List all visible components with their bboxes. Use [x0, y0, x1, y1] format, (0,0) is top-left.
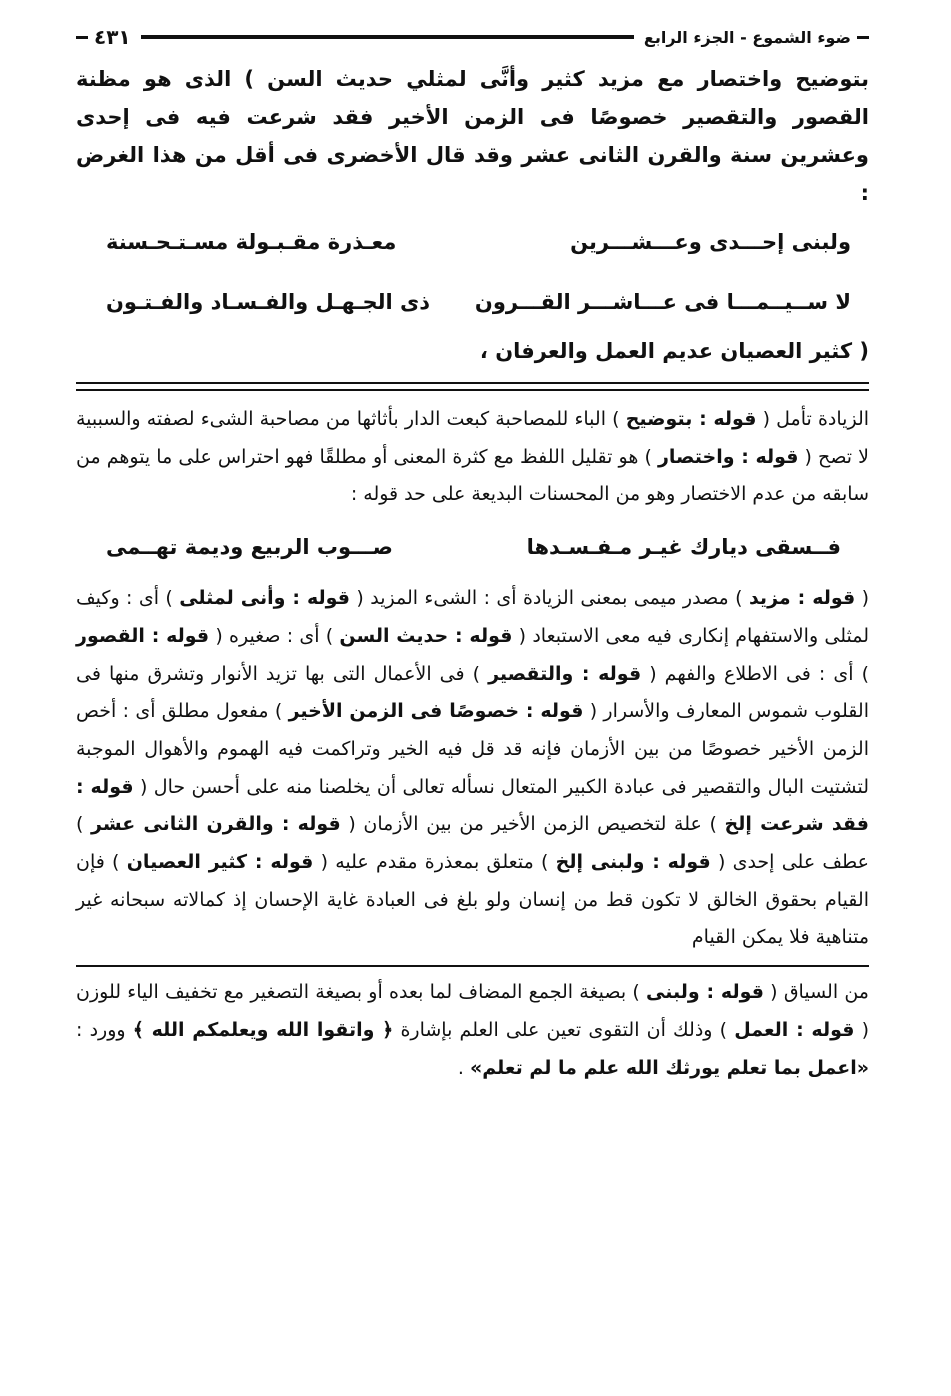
text-run: من السياق ( [763, 981, 869, 1004]
text-run: ) أى : فى الاطلاع والفهم ( [641, 662, 869, 685]
text-run: ) مصدر ميمى بمعنى الزيادة أى : الشىء المزيد ( [350, 587, 749, 610]
lemma: قوله : كثير العصيان [126, 851, 314, 874]
main-text [76, 60, 869, 370]
header-dash [857, 36, 869, 39]
lemma: قوله : فقد شرعت إلخ [76, 775, 869, 836]
gloss-footnote [76, 973, 869, 1087]
lemma: قوله : حديث السن [339, 624, 513, 647]
verse-hemistich-right: ولبنى إحـــدى وعـــشـــرين [570, 230, 851, 254]
commentary [76, 401, 869, 957]
text-run: ) فإن القيام بحقوق الخالق لا تكون قط من إنسان ولو بلغ فى العبادة غاية الإحسان إذ كمالاته سبحانه غير متناهية فلا يمكن القيام [76, 851, 869, 949]
main-paragraph: بتوضيح واختصار مع مزيد كثير وأنَّى لمثلي حديث السن ) الذى هو مظنة القصور والتقصير خصوصًا فى الزمن الأخير فقد شرعت فيه فى إحدى وعشرين سنة والقرن الثانى عشر وقد قال الأخضرى فى أقل من هذا الغرض : [76, 67, 869, 205]
text-run: ) وذلك أن التقوى تعين على العلم بإشارة [393, 1019, 735, 1042]
hadith-quote: «اعمل بما تعلم يورثك الله علم ما لم تعلم» [470, 1057, 869, 1080]
lemma: قوله : مزيد [748, 587, 856, 610]
commentary-paragraph [76, 580, 869, 957]
verse-hemistich-right: لا ســيــمـــا فى عـــاشـــر القـــرون [474, 290, 851, 314]
header-dash [76, 36, 88, 39]
lemma: قوله : العمل [734, 1019, 855, 1042]
lemma: قوله : والقرن الثانى عشر [91, 813, 341, 836]
quran-quote: ﴿ واتقوا الله ويعلمكم الله ﴾ [132, 1019, 394, 1042]
verse-hemistich-left: صـــوب الربيع وديمة تهــمى [106, 535, 393, 560]
verse-line [76, 212, 869, 272]
lemma: قوله : ولبنى [646, 981, 764, 1004]
page-number: ٤٣١ [94, 25, 131, 49]
text-run: ) هو تقليل اللفظ مع كثرة المعنى أو مطلقًا فهو احتراس على ما يتوهم من سابقه من عدم الاختصار وهو من المحسنات البديعة على حد قوله : [76, 445, 869, 506]
text-run: ) عطف على إحدى ( [76, 813, 869, 874]
text-run: ) مفعول مطلق أى : أخص الزمن الأخير خصوصًا من بين الأزمان فإنه قد قل فيه الخير وتراكمت فيه الهموم والأهوال الموجبة لتشتيت البال والتقصير فى عبادة الكبير المتعال نسأله تعالى أن يخلصنا منه على أحسن حال ( [76, 700, 869, 798]
running-header [76, 20, 869, 54]
text-run: ) بصيغة الجمع المضاف لما بعده أو بصيغة التصغير مع تخفيف الياء للوزن ( [76, 981, 870, 1042]
verse-hemistich-left: معـذرة مقـبـولة مسـتـحـسنة [106, 230, 397, 254]
footnote-divider [76, 965, 869, 967]
lemma: قوله : والتقصير [488, 662, 642, 685]
lemma: قوله : وأنى لمثلى [179, 587, 351, 610]
verse-hemistich-right: فــسقى ديارك غيـر مـفـسـدها [526, 535, 841, 560]
verse-line [76, 272, 869, 332]
quoted-verse [76, 514, 869, 580]
commentary-paragraph [76, 401, 869, 514]
text-run: ) فى الأعمال التى بها تزيد الأنوار وتشرق منها فى القلوب شموس المعارف والأسرار ( [76, 662, 869, 723]
verse-hemistich-left: ذى الجـهـل والفـسـاد والفـتـون [106, 290, 431, 314]
lemma: قوله : واختصار [657, 445, 799, 468]
text-run: ) علة لتخصيص الزمن الأخير من بين الأزمان ( [340, 813, 725, 836]
section-divider [76, 382, 869, 391]
footnote-paragraph [76, 973, 869, 1087]
header-rule [141, 35, 634, 39]
lemma: قوله : خصوصًا فى الزمن الأخير [288, 700, 584, 723]
text-run: . [457, 1057, 470, 1080]
text-run: ) أى : صغيره ( [209, 624, 340, 647]
lemma: قوله : ولبنى إلخ [555, 851, 711, 874]
text-run: ( [855, 587, 870, 610]
lemma: قوله : بتوضيح [625, 408, 757, 430]
text-run: ) أى : وكيف لمثلى والاستفهام إنكارى فيه معى الاستبعاد ( [76, 587, 869, 647]
text-run: ) الباء للمصاحبة كبعت الدار بأثاثها من مصاحبة الشىء لصفته والسببية لا تصح ( [76, 408, 869, 468]
text-run: ) متعلق بمعذرة مقدم عليه ( [313, 851, 556, 874]
text-run: وورد : [76, 1019, 133, 1042]
book-title: ضوء الشموع - الجزء الرابع [643, 27, 851, 47]
text-run: الزيادة تأمل ( [756, 408, 870, 430]
lemma: قوله : القصور [76, 624, 210, 647]
main-closing-line: ( كثير العصيان عديم العمل والعرفان ، [479, 339, 869, 363]
